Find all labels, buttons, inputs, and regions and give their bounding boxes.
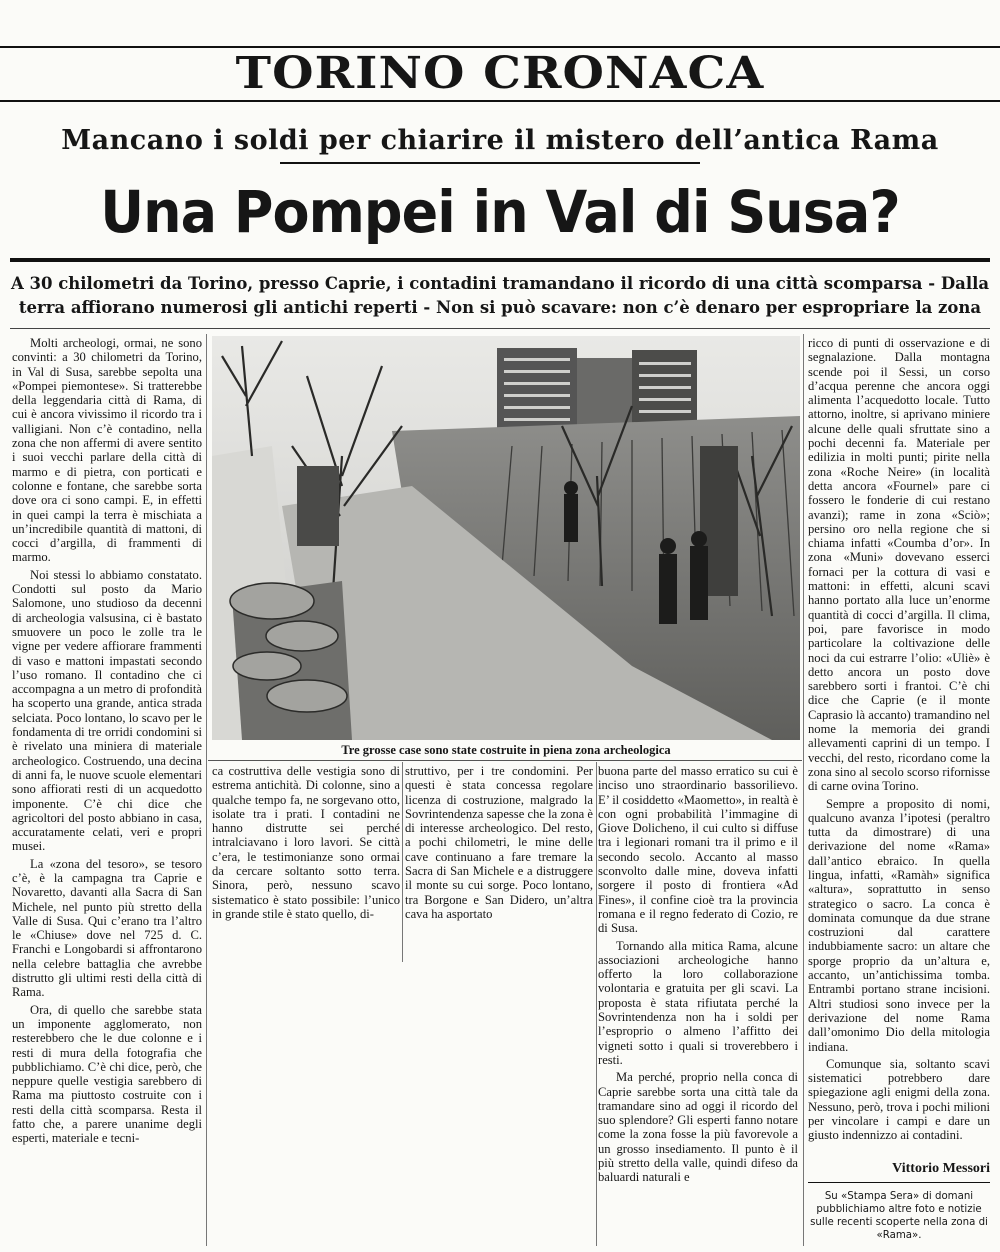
paragraph: Ma perché, proprio nella conca di Caprie sarebbe sorta una città tale da tramandare sino ad oggi il ricordo del suo splendore? Gli esperti fanno notare come la zona fosse la più favorevole a un grosso insediamento. Il punto è il più stretto della valle, quindi difeso da baluardi naturali e [598, 1070, 798, 1185]
paragraph: struttivo, per i tre condomini. Per questi è stata concessa regolare licenza di costruzione, malgrado la Sovrintendenza sapesse che la zona è di interesse archeologico. Del resto, a pochi chilometri, le mine delle cave continuano a fare tremare la Sacra di San Michele e a distruggere il monte su cui sorge. Poco lontano, tra Borgone e San Didero, un’altra cava ha asportato [405, 764, 593, 921]
article-column-5 [598, 764, 798, 1185]
paragraph: Ora, di quello che sarebbe stata un imponente agglomerato, non resterebbero che le due colonne e i resti di mura della fotografia che pubblichiamo. C’è chi dice, però, che neppure quelle vestigia sarebbero di Rama ma piuttosto costruite con i resti della città scomparsa. Resta il fatto che, a parere unanime degli esperti, materiale e tecni- [12, 1002, 202, 1146]
article-column-right [808, 336, 990, 1143]
paragraph: ricco di punti di osservazione e di segnalazione. Dalla montagna scende poi il Sessi, un corso d’acqua perenne che ancora oggi alimenta l’acquedotto locale. Tutto attorno, inoltre, si aprivano miniere alcune delle quali sfruttate sino a pochi decenni fa. Materiale per edilizia in molti punti; pirite nella zona «Roche Neire» (in località detta ancora «Fournel» pare ci fossero le fonderie di cui restano avanzi); rame in zona «Sciò»; persino oro nella regione che si chiama infatti «Coumba d’or». In zona «Muni» dovevano esserci fornaci per la cottura di vasi e mattoni: in effetti, alcuni scavi hanno portato alla luce un’enorme quantità di cocci d’argilla. Il clima, poi, pare favorisce in modo particolare la coltivazione delle noci da cui estrarre l’olio: «Uliè» è detto ancora un posto dove sarebbero sorti i frantoi. C’è chi dice che Caprie (e il monte Caprasio là accanto) tramandino nel nome la memoria dei grandi allevamenti caprini di un tempo. I vecchi, del resto, ricordano come la zona sino al secolo scorso rifornisse di carne ovina Torino. [808, 336, 990, 794]
paragraph: Comunque sia, soltanto scavi sistematici potrebbero dare spiegazione agli enigmi della zona. Nessuno, però, trova i pochi milioni per vincolare i campi e dare un giusto indennizzo ai contadini. [808, 1056, 990, 1143]
byline-rule [808, 1182, 990, 1183]
paragraph: Noi stessi lo abbiamo constatato. Condotti sul posto da Mario Salomone, uno studioso da decenni di archeologia valsusina, ci è bastato smuovere un poco le zolle tra le vigne per vedere affiorare frammenti di vaso e mattoni impastati secondo l’uso romano. Il contadino che ci accompagna a un metro di profondità ha scoperto una grande, antica strada selciata. Poco lontano, lo scavo per le fondamenta di tre orridi condomini si è rivelato una miniera di materiale archeologico. Costruendo, una decina di anni fa, le nuove scuole elementari sono affiorati resti di un acquedotto imponente. C’è chi dice che agricoltori del posto abbiano in casa, accuratamente celati, veri e propri musei. [12, 567, 202, 854]
headline: Una Pompei in Val di Susa? [100, 178, 900, 246]
subhead: A 30 chilometri da Torino, presso Caprie, i contadini tramandano il ricordo di una città scomparsa - Dalla terra affiorano numerosi gli antichi reperti - Non si può scavare: non c’è denaro per espropriare la zona [10, 274, 990, 317]
subhead-rule [10, 328, 990, 329]
section-rule [0, 100, 1000, 102]
kicker-rule [280, 162, 700, 164]
column-divider [402, 762, 403, 962]
article-column-1 [12, 336, 202, 1146]
byline: Vittorio Messori [892, 1161, 990, 1176]
kicker: Mancano i soldi per chiarire il mistero dell’antica Rama [61, 125, 939, 156]
paragraph: Molti archeologi, ormai, ne sono convinti: a 30 chilometri da Torino, in Val di Susa, sarebbe sepolta una «Pompei piemontese». Si tratterebbe della leggendaria città di Rama, di cui è ancora vivissimo il ricordo tra i valligiani. Non c’è contadino, nella zona che non affermi di avere sentito i suoi vecchi parlare della città di marmo e di pietra, con porticati e colonne e fontane, che sarebbe sorta dove ora ci sono campi. E, in effetti in quei campi la terra è mischiata a un’incredibile quantità di mattoni, di cocci d’argilla, di frammenti di marmo. [12, 336, 202, 565]
article-column-4 [405, 764, 593, 921]
column-divider [206, 334, 207, 1246]
paragraph: ca costruttiva delle vestigia sono di estrema antichità. Di colonne, sino a qualche tempo fa, ne sorgevano otto, isolate tra i prati. I contadini ne hanno distrutte sei perché intralciavano i loro lavori. Se città c’era, le testimonianze sono ormai da cercare soltanto sotto terra. Sinora, però, nessuno scavo sistematico è stato possibile: l’unico in grande stile è stato quello, di- [212, 764, 400, 921]
photo-caption: Tre grosse case sono state costruite in piena zona archeologica [341, 743, 671, 757]
editor-note: Su «Stampa Sera» di domani pubblichiamo altre foto e notizie sulle recenti scoperte nella zona di «Rama». [810, 1191, 988, 1241]
paragraph: La «zona del tesoro», se tesoro c’è, è la campagna tra Caprie e Novaretto, davanti alla Sacra di San Michele, nel punto più stretto della Valle di Susa. Qui c’erano tra l’altro le «Chiuse» dove nel 725 d. C. Franchi e Longobardi si affrontarono nella celebre battaglia che avrebbe distrutto gli ultimi resti della città di Rama. [12, 856, 202, 1000]
paragraph: Sempre a proposito di nomi, qualcuno avanza l’ipotesi (peraltro tutta da dimostrare) di una derivazione del nome «Rama» dall’antico ebraico. In quella lingua, infatti, «Ramàh» significa «altura», soprattutto in senso strategico o sacro. La conca è dominata comunque da due strane costruzioni dal carattere indubbiamente sacro: un altare che sporge proprio da un’altura e, accanto, un’antichissima tomba. Entrambi portano strane incisioni. Altri studiosi sono invece per la derivazione del nome Rama dall’omonimo Dio della mitologia indiana. [808, 796, 990, 1054]
section-title: TORINO CRONACA [235, 48, 765, 99]
photo-bottom-rule [208, 760, 802, 761]
headline-rule [10, 258, 990, 262]
column-divider [803, 334, 804, 1246]
article-column-3 [212, 764, 400, 921]
column-divider [596, 762, 597, 1246]
paragraph: buona parte del masso erratico su cui è inciso uno straordinario bassorilievo. E’ il cosiddetto «Maometto», in realtà è con ogni probabilità l’immagine di Giove Dolicheno, il cui culto si diffuse tra i legionari romani tra il primo e il secondo secolo. Accanto al masso sconvolto dalle mine, doveva infatti sorgere il posto di frontiera «Ad Fines», il confine cioè tra la provincia romana e il regno federato di Cozio, re di Susa. [598, 764, 798, 936]
article-photo [212, 336, 800, 740]
vineyard-ruins-photo [212, 336, 800, 740]
paragraph: Tornando alla mitica Rama, alcune associazioni archeologiche hanno offerto la loro collaborazione volontaria e gratuita per gli scavi. La proposta è stata rifiutata perché la Sovrintendenza non ha i soldi per l’esproprio o almeno l’affitto dei vigneti sotto i quali si troverebbero i resti. [598, 938, 798, 1067]
